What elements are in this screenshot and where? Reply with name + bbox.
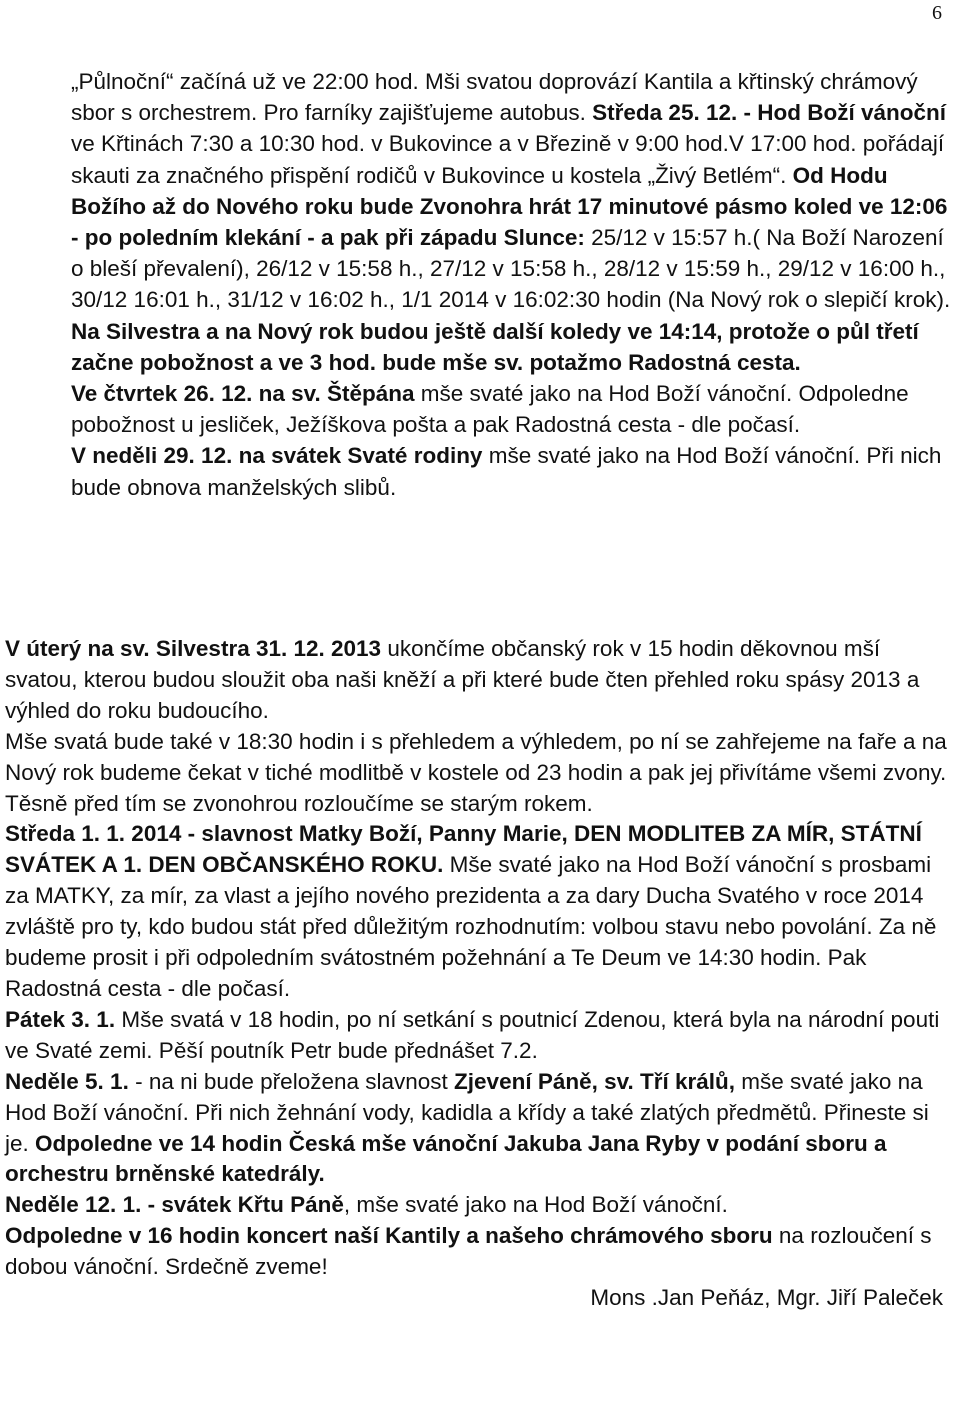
paragraph: Pátek 3. 1. Mše svatá v 18 hodin, po ní setkání s poutnicí Zdenou, která byla na národní pouti ve Svaté zemi. Pěší poutník Petr bude přednášet 7.2.	[5, 1006, 940, 1063]
main-section	[5, 634, 951, 1314]
paragraph: Mše svatá bude také v 18:30 hodin i s přehledem a výhledem, po ní se zahřejeme na faře a na Nový rok budeme čekat v tiché modlitbě v kostele od 23 hodin a pak jej přivítáme všemi zvony. Těsně před tím se zvonohrou rozloučíme se starým rokem.	[5, 728, 947, 816]
paragraph: V úterý na sv. Silvestra 31. 12. 2013 ukončíme občanský rok v 15 hodin děkovnou mší svatou, kterou budou sloužit oba naši kněží a při které bude čten přehled roku spásy 2013 a výhled do roku budoucího.	[5, 636, 920, 723]
paragraph: Neděle 5. 1. - na ni bude přeložena slavnost Zjevení Páně, sv. Tří králů, mše svaté jako na Hod Boží vánoční. Při nich žehnání vody, kadidla a křídy a také zlatých předmětů. Přineste si je. Odpoledne ve 14 hodin Česká mše vánoční Jakuba Jana Ryby v podání sboru a orchestru brněnské katedrály.	[5, 1068, 929, 1187]
paragraph: Odpoledne v 16 hodin koncert naší Kantily a našeho chrámového sboru na rozloučení s dobou vánoční. Srdečně zveme!	[5, 1223, 932, 1280]
paragraph: Středa 1. 1. 2014 - slavnost Matky Boží, Panny Marie, DEN MODLITEB ZA MÍR, STÁTNÍ SVÁTEK A 1. DEN OBČANSKÉHO ROKU. Mše svaté jako na Hod Boží vánoční s prosbami za MATKY, za mír, za vlast a jejího nového prezidenta a za dary Ducha Svatého v roce 2014 zvláště pro ty, kdo budou stát před důležitým rozhodnutím: volbou stavu nebo povolání. Za ně budeme prosit i při odpoledním svátostném požehnání a Te Deum ve 14:30 hodin. Pak Radostná cesta - dle počasí.	[5, 821, 937, 1001]
indented-section	[71, 66, 951, 503]
paragraph: Neděle 12. 1. - svátek Křtu Páně, mše svaté jako na Hod Boží vánoční.	[5, 1192, 728, 1218]
signature: Mons .Jan Peňáz, Mgr. Jiří Paleček	[590, 1285, 943, 1311]
paragraph: V neděli 29. 12. na svátek Svaté rodiny mše svaté jako na Hod Boží vánoční. Při nich bude obnova manželských slibů.	[71, 443, 942, 500]
page-number: 6	[932, 2, 942, 24]
paragraph: Ve čtvrtek 26. 12. na sv. Štěpána mše svaté jako na Hod Boží vánoční. Odpoledne pobožnost u jesliček, Ježíškova pošta a pak Radostná cesta - dle počasí.	[71, 381, 909, 438]
paragraph: „Půlnoční“ začíná už ve 22:00 hod. Mši svatou doprovází Kantila a křtinský chrámový sbor s orchestrem. Pro farníky zajišťujeme autobus. Středa 25. 12. - Hod Boží vánoční ve Křtinách 7:30 a 10:30 hod. v Bukovince a v Březině v 9:00 hod.V 17:00 hod. pořádají skauti za značného přispění rodičů v Bukovince u kostela „Živý Betlém“. Od Hodu Božího až do Nového roku bude Zvonohra hrát 17 minutové pásmo koled ve 12:06 - po poledním klekání - a pak při západu Slunce: 25/12 v 15:57 h.( Na Boží Narození o bleší převalení), 26/12 v 15:58 h., 27/12 v 15:58 h., 28/12 v 15:59 h., 29/12 v 16:00 h., 30/12 16:01 h., 31/12 v 16:02 h., 1/1 2014 v 16:02:30 hodin (Na Nový rok o slepičí krok). Na Silvestra a na Nový rok budou ještě další koledy ve 14:14, protože o půl třetí začne pobožnost a ve 3 hod. bude mše sv. potažmo Radostná cesta.	[71, 69, 951, 375]
